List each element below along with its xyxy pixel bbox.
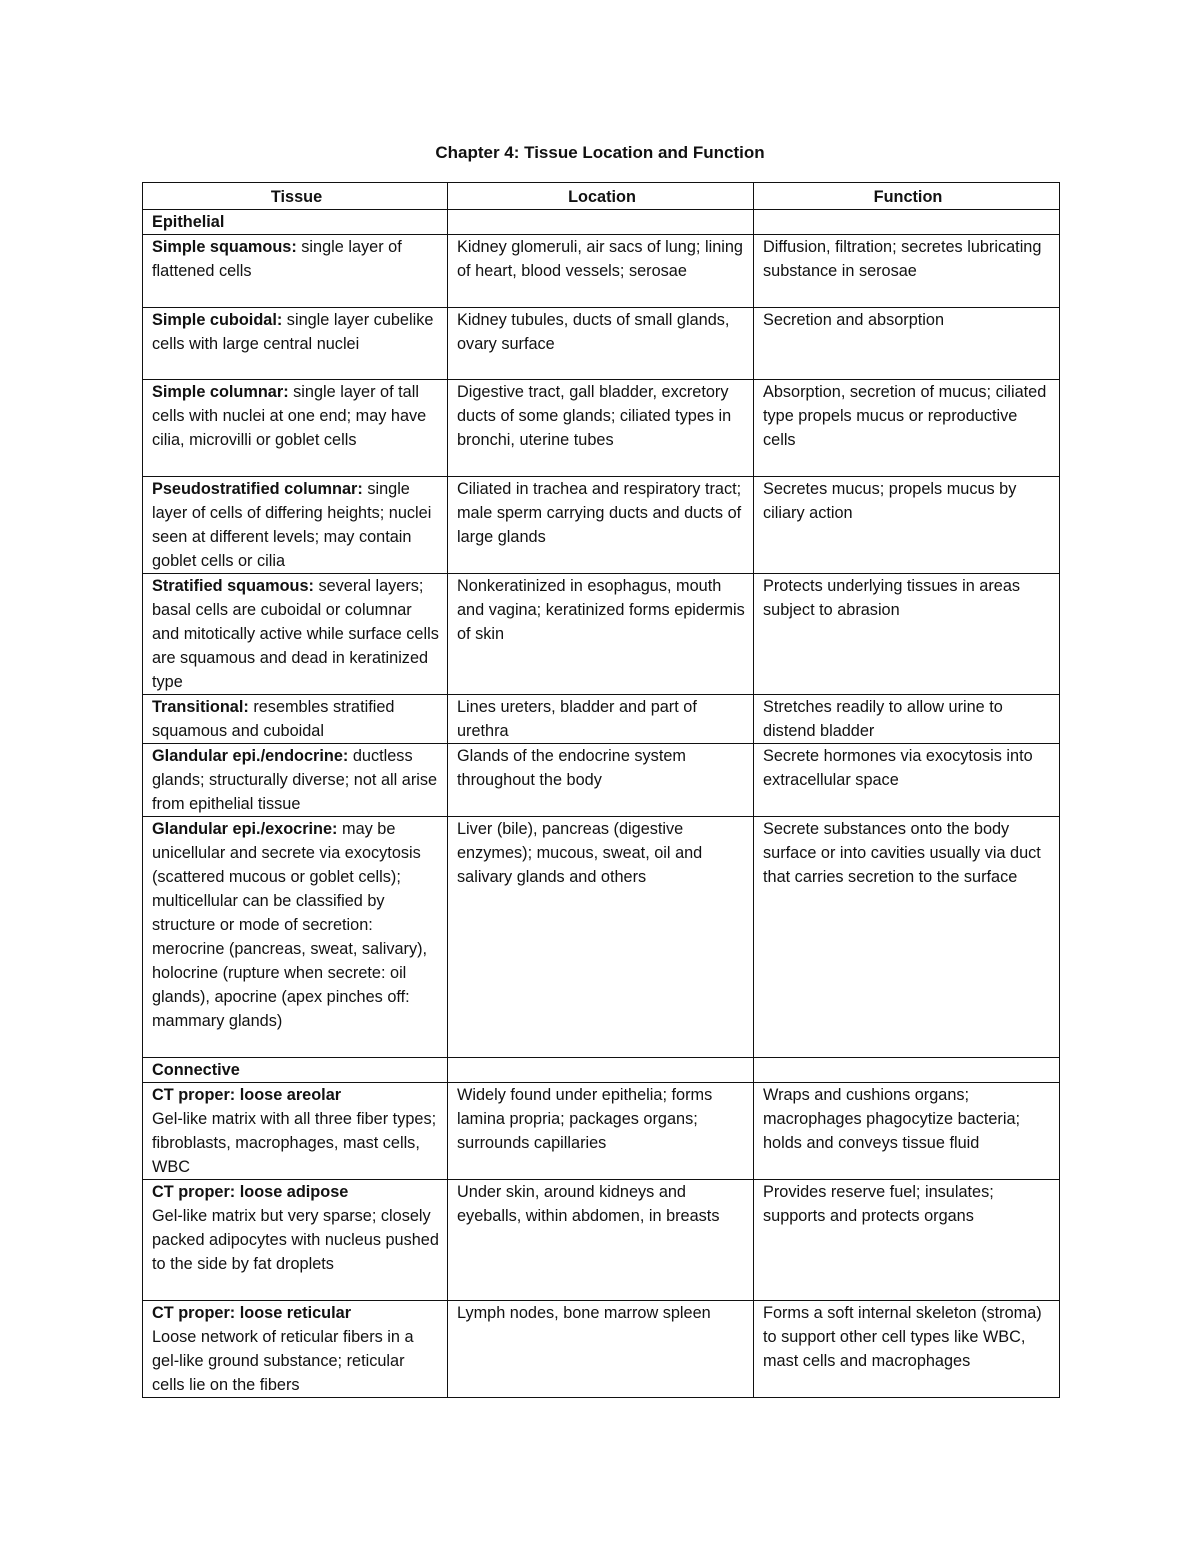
header-function: Function: [754, 183, 1060, 210]
tissue-table: [142, 182, 1060, 1398]
function-cell: Wraps and cushions organs; macrophages phagocytize bacteria; holds and conveys tissue fluid: [754, 1083, 1060, 1180]
tissue-cell: [143, 744, 448, 817]
tissue-name: Glandular epi./endocrine:: [152, 747, 349, 765]
tissue-cell: [143, 477, 448, 574]
tissue-name: CT proper: loose areolar: [152, 1086, 342, 1104]
location-cell: Nonkeratinized in esophagus, mouth and vagina; keratinized forms epidermis of skin: [448, 574, 754, 695]
tissue-name: Simple columnar:: [152, 383, 289, 401]
tissue-cell: [143, 817, 448, 1058]
function-cell: Forms a soft internal skeleton (stroma) to support other cell types like WBC, mast cells and macrophages: [754, 1301, 1060, 1398]
tissue-desc: Gel-like matrix with all three fiber types; fibroblasts, macrophages, mast cells, WBC: [152, 1110, 437, 1176]
tissue-name: Pseudostratified columnar:: [152, 480, 363, 498]
empty-cell: [448, 1058, 754, 1083]
table-row: [143, 695, 1060, 744]
section-row-connective: [143, 1058, 1060, 1083]
location-cell: Under skin, around kidneys and eyeballs, within abdomen, in breasts: [448, 1180, 754, 1301]
function-cell: Secretes mucus; propels mucus by ciliary action: [754, 477, 1060, 574]
tissue-cell: [143, 574, 448, 695]
table-row: [143, 380, 1060, 477]
table-row: [143, 1180, 1060, 1301]
table-row: [143, 235, 1060, 308]
table-header-row: [143, 183, 1060, 210]
table-row: [143, 817, 1060, 1058]
tissue-desc: may be unicellular and secrete via exocytosis (scattered mucous or goblet cells); multicellular can be classified by structure or mode of secretion: merocrine (pancreas, sweat, salivary), holocrine (rupture when secrete: oil glands), apocrine (apex pinches off: mammary glands): [152, 820, 428, 1030]
location-cell: Glands of the endocrine system throughout the body: [448, 744, 754, 817]
tissue-name: Stratified squamous:: [152, 577, 314, 595]
tissue-name: Simple squamous:: [152, 238, 297, 256]
tissue-name: Simple cuboidal:: [152, 311, 283, 329]
location-cell: Ciliated in trachea and respiratory tract; male sperm carrying ducts and ducts of large glands: [448, 477, 754, 574]
function-cell: Secrete hormones via exocytosis into extracellular space: [754, 744, 1060, 817]
function-cell: Stretches readily to allow urine to distend bladder: [754, 695, 1060, 744]
section-label-connective: Connective: [143, 1058, 448, 1083]
location-cell: Lines ureters, bladder and part of urethra: [448, 695, 754, 744]
tissue-desc: single layer of tall cells with nuclei at one end; may have cilia, microvilli or goblet cells: [152, 383, 427, 449]
tissue-cell: [143, 380, 448, 477]
function-cell: Absorption, secretion of mucus; ciliated type propels mucus or reproductive cells: [754, 380, 1060, 477]
empty-cell: [754, 210, 1060, 235]
empty-cell: [754, 1058, 1060, 1083]
tissue-name: CT proper: loose reticular: [152, 1304, 352, 1322]
tissue-name: CT proper: loose adipose: [152, 1183, 349, 1201]
tissue-cell: [143, 1180, 448, 1301]
function-cell: Secretion and absorption: [754, 308, 1060, 380]
tissue-cell: [143, 695, 448, 744]
location-cell: Lymph nodes, bone marrow spleen: [448, 1301, 754, 1398]
tissue-desc: Gel-like matrix but very sparse; closely packed adipocytes with nucleus pushed to the side by fat droplets: [152, 1207, 439, 1273]
header-location: Location: [448, 183, 754, 210]
tissue-desc: several layers; basal cells are cuboidal or columnar and mitotically active while surface cells are squamous and dead in keratinized type: [152, 577, 439, 691]
page-title: Chapter 4: Tissue Location and Function: [435, 143, 765, 162]
tissue-cell: [143, 1083, 448, 1180]
table-row: [143, 1301, 1060, 1398]
function-cell: Secrete substances onto the body surface or into cavities usually via duct that carries secretion to the surface: [754, 817, 1060, 1058]
tissue-desc: resembles stratified squamous and cuboidal: [152, 698, 395, 740]
tissue-desc: single layer of cells of differing heights; nuclei seen at different levels; may contain goblet cells or cilia: [152, 480, 432, 570]
tissue-cell: [143, 1301, 448, 1398]
tissue-desc: ductless glands; structurally diverse; not all arise from epithelial tissue: [152, 747, 438, 813]
function-cell: Provides reserve fuel; insulates; supports and protects organs: [754, 1180, 1060, 1301]
location-cell: Kidney tubules, ducts of small glands, ovary surface: [448, 308, 754, 380]
header-tissue: Tissue: [143, 183, 448, 210]
tissue-name: Glandular epi./exocrine:: [152, 820, 338, 838]
tissue-desc: Loose network of reticular fibers in a gel-like ground substance; reticular cells lie on the fibers: [152, 1328, 414, 1394]
section-label-epithelial: Epithelial: [143, 210, 448, 235]
table-row: [143, 477, 1060, 574]
tissue-cell: [143, 308, 448, 380]
table-row: [143, 744, 1060, 817]
location-cell: Kidney glomeruli, air sacs of lung; lining of heart, blood vessels; serosae: [448, 235, 754, 308]
location-cell: Liver (bile), pancreas (digestive enzymes); mucous, sweat, oil and salivary glands and others: [448, 817, 754, 1058]
tissue-desc: single layer cubelike cells with large central nuclei: [152, 311, 434, 353]
tissue-desc: single layer of flattened cells: [152, 238, 402, 280]
tissue-name: Transitional:: [152, 698, 249, 716]
empty-cell: [448, 210, 754, 235]
function-cell: Diffusion, filtration; secretes lubricating substance in serosae: [754, 235, 1060, 308]
table-row: [143, 574, 1060, 695]
tissue-cell: [143, 235, 448, 308]
function-cell: Protects underlying tissues in areas subject to abrasion: [754, 574, 1060, 695]
table-row: [143, 1083, 1060, 1180]
section-row-epithelial: [143, 210, 1060, 235]
location-cell: Digestive tract, gall bladder, excretory ducts of some glands; ciliated types in bronchi, uterine tubes: [448, 380, 754, 477]
location-cell: Widely found under epithelia; forms lamina propria; packages organs; surrounds capillaries: [448, 1083, 754, 1180]
table-row: [143, 308, 1060, 380]
